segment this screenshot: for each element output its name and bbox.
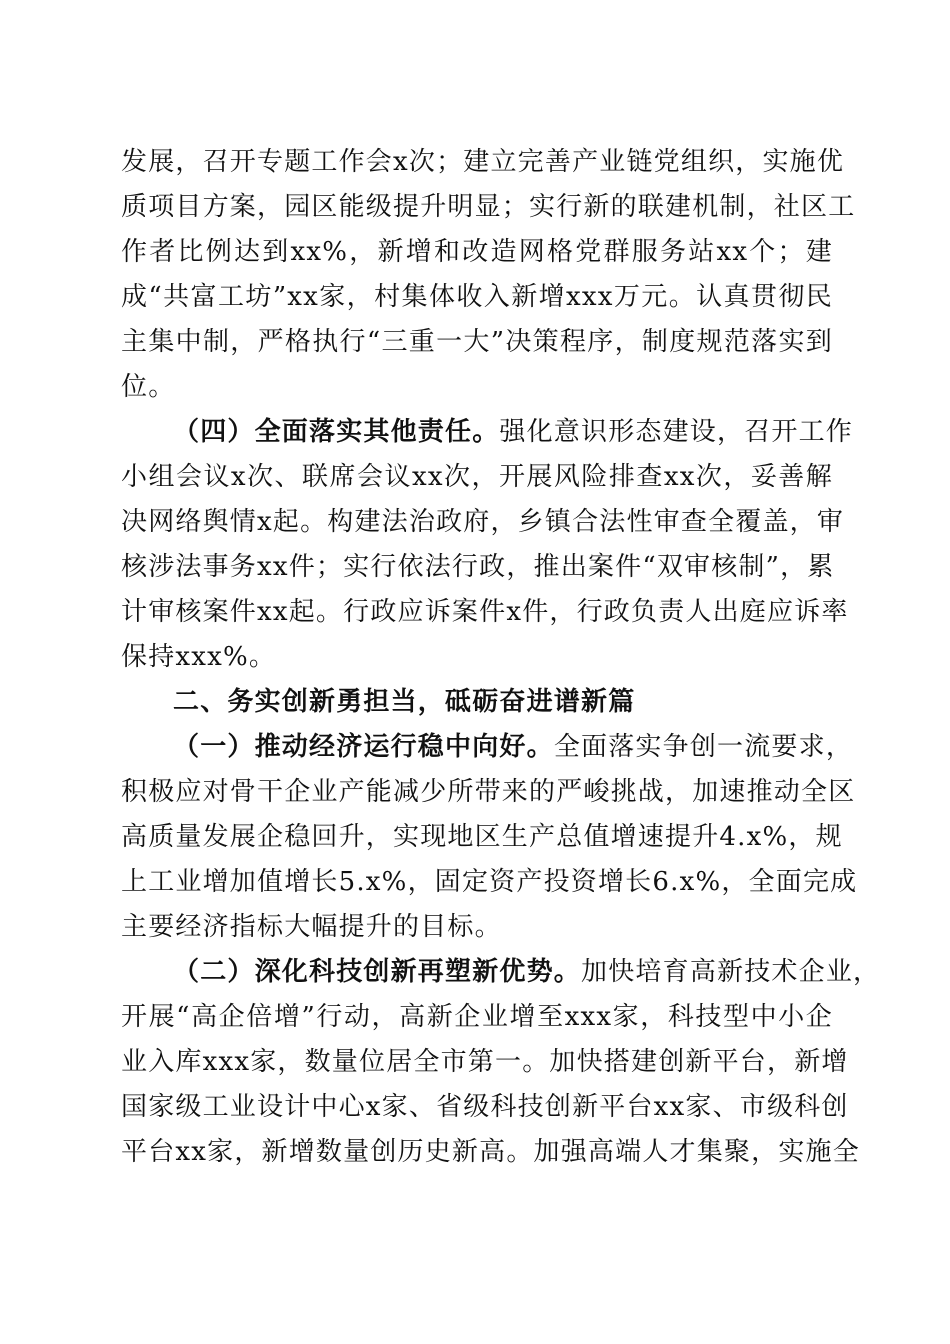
paragraph-3-line-2: 积极应对骨干企业产能减少所带来的严峻挑战，加速推动全区: [121, 777, 856, 807]
paragraph-2-line-3: 决网络舆情x起。构建法治政府，乡镇合法性审查全覆盖，审: [121, 507, 845, 537]
paragraph-1-line-1: 发展，召开专题工作会x次；建立完善产业链党组织，实施优: [121, 147, 845, 177]
paragraph-4-first-line: [173, 950, 881, 994]
paragraph-3-first-line: [173, 725, 854, 769]
paragraph-3-line-5: 主要经济指标大幅提升的目标。: [121, 912, 502, 942]
paragraph-3-line-4: 上工业增加值增长5.x%，固定资产投资增长6.x%，全面完成: [121, 867, 858, 897]
paragraph-1-line-5: 主集中制，严格执行“三重一大”决策程序，制度规范落实到: [121, 327, 833, 357]
paragraph-3-lead: （一）推动经济运行稳中向好。: [173, 732, 554, 762]
paragraph-1-line-4: 成“共富工坊”xx家，村集体收入新增xxx万元。认真贯彻民: [121, 282, 833, 312]
paragraph-4-lead: （二）深化科技创新再塑新优势。: [173, 957, 582, 987]
paragraph-2-line-4: 核涉法事务xx件；实行依法行政，推出案件“双审核制”，累: [121, 552, 835, 582]
paragraph-2-line-2: 小组会议x次、联席会议xx次，开展风险排查xx次，妥善解: [121, 462, 833, 492]
paragraph-4-line-5: 平台xx家，新增数量创历史新高。加强高端人才集聚，实施全: [121, 1137, 860, 1167]
paragraph-4-line-4: 国家级工业设计中心x家、省级科技创新平台xx家、市级科创: [121, 1092, 849, 1122]
paragraph-1-line-6: 位。: [121, 372, 176, 402]
paragraph-3-line-3: 高质量发展企稳回升，实现地区生产总值增速提升4.x%，规: [121, 822, 843, 852]
paragraph-2-line-6: 保持xxx%。: [121, 642, 277, 672]
paragraph-2-line-5: 计审核案件xx起。行政应诉案件x件，行政负责人出庭应诉率: [121, 597, 849, 627]
paragraph-2-lead: （四）全面落实其他责任。: [173, 417, 500, 447]
paragraph-3-first-line-rest: 全面落实争创一流要求，: [553, 732, 854, 762]
paragraph-1-line-2: 质项目方案，园区能级提升明显；实行新的联建机制，社区工: [121, 192, 856, 222]
paragraph-4-first-line-rest: 加快培育高新技术企业，: [581, 957, 881, 987]
paragraph-2-first-line-rest: 强化意识形态建设，召开工作: [499, 417, 854, 447]
paragraph-1-line-3: 作者比例达到xx%，新增和改造网格党群服务站xx个；建: [121, 237, 833, 267]
paragraph-2-first-line: [173, 410, 854, 454]
paragraph-4-line-3: 业入库xxx家，数量位居全市第一。加快搭建创新平台，新增: [121, 1047, 849, 1077]
section-heading: 二、务实创新勇担当，砥砺奋进谱新篇: [173, 687, 636, 717]
paragraph-4-line-2: 开展“高企倍增”行动，高新企业增至xxx家，科技型中小企: [121, 1002, 833, 1032]
